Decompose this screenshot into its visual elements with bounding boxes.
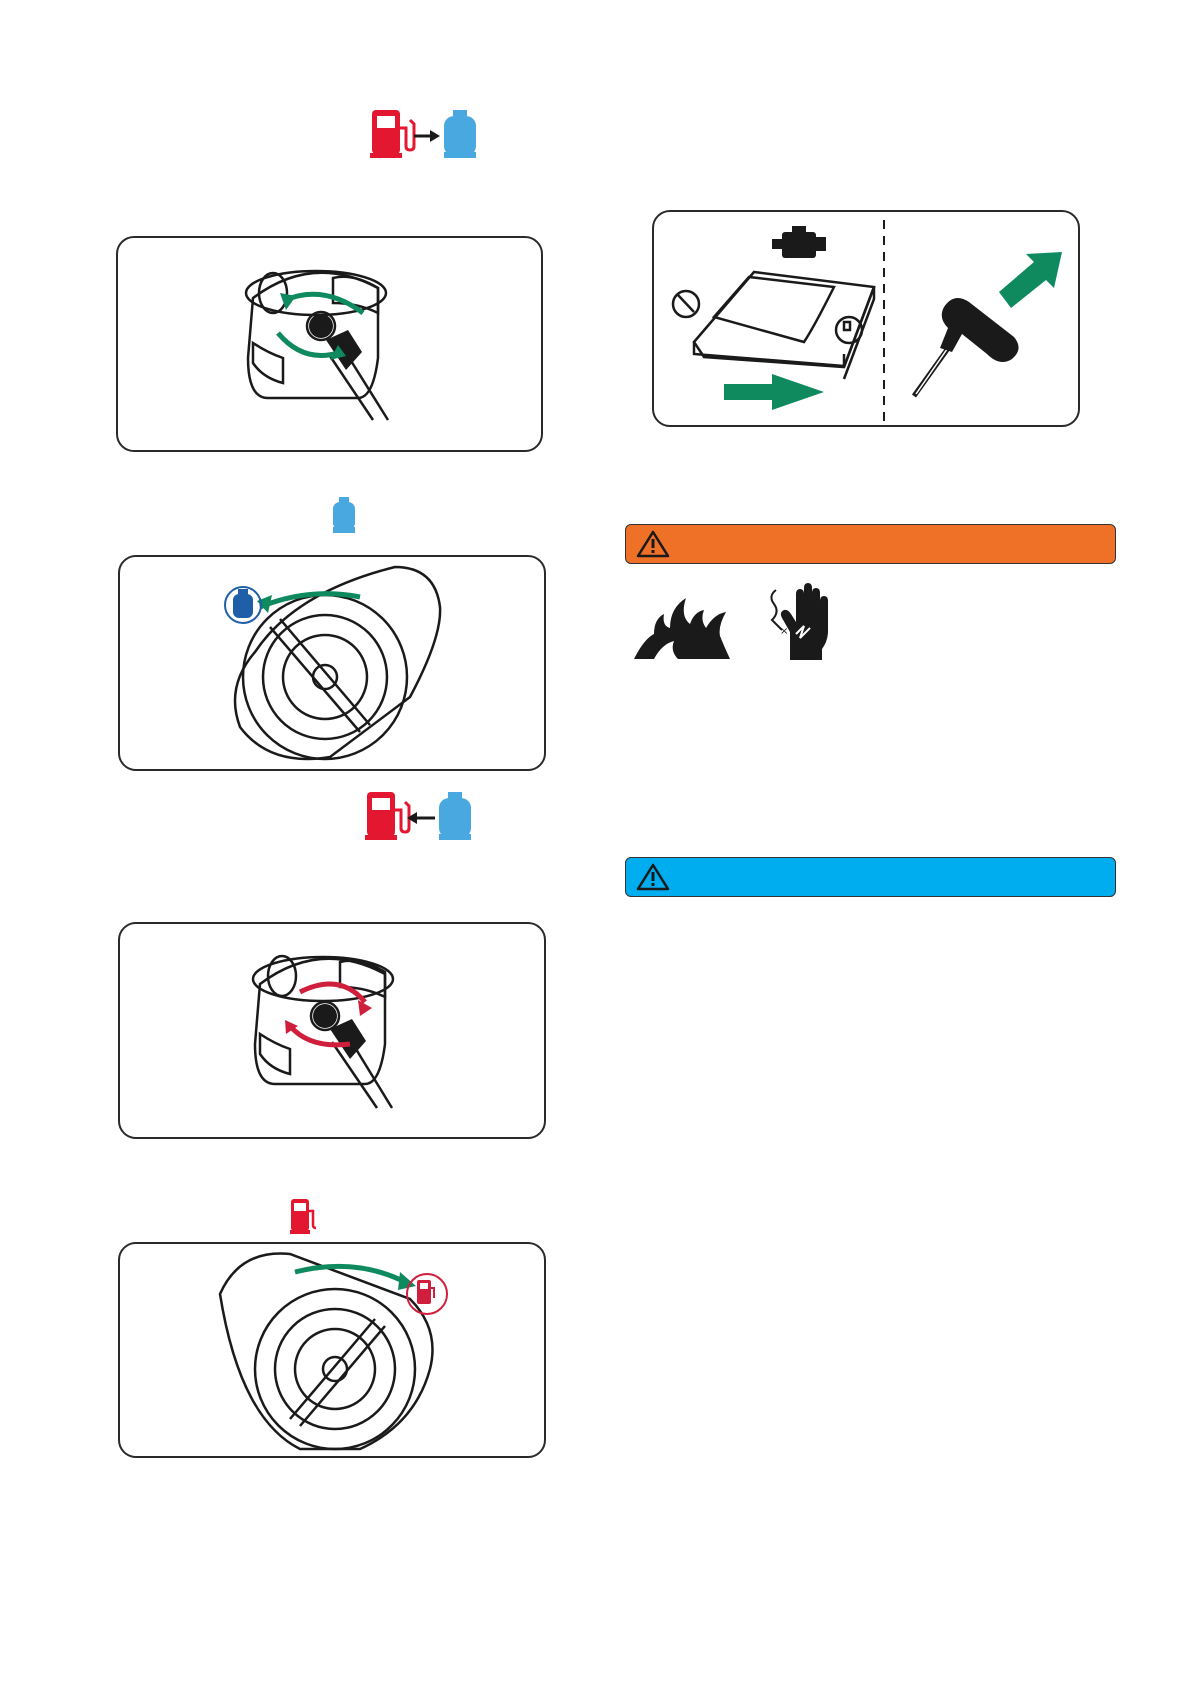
- fire-hazard-icon: [634, 585, 730, 664]
- lpg-to-petrol-header: [365, 790, 475, 847]
- selector-to-lpg-illustration: [118, 555, 546, 771]
- fuel-pump-icon: [370, 110, 414, 158]
- petrol-to-lpg-header: [370, 108, 480, 165]
- selector-to-petrol-illustration: [118, 1242, 546, 1458]
- valve-close-illustration: [118, 922, 546, 1139]
- gas-cylinder-icon: [439, 792, 471, 840]
- engine-icon: [772, 226, 826, 258]
- choke-knob-icon: [914, 298, 1019, 396]
- switch-and-choke-illustration: [652, 210, 1080, 427]
- gas-cylinder-icon: [331, 497, 357, 540]
- warning-triangle-icon: [636, 863, 670, 891]
- warning-banner: [625, 524, 1116, 564]
- arrow-right-icon: [414, 130, 440, 142]
- fuel-pump-icon: [365, 792, 409, 840]
- gas-cylinder-icon: [225, 587, 261, 623]
- notice-banner: [625, 857, 1116, 897]
- warning-triangle-icon: [636, 530, 670, 558]
- fuel-pump-icon: [290, 1198, 318, 1241]
- fuel-pump-icon: [407, 1274, 447, 1314]
- gas-cylinder-icon: [444, 110, 476, 158]
- svg-text:×: ×: [780, 626, 789, 637]
- arrow-left-icon: [407, 812, 435, 824]
- valve-open-illustration: [116, 236, 543, 452]
- electric-shock-hand-icon: [766, 582, 838, 665]
